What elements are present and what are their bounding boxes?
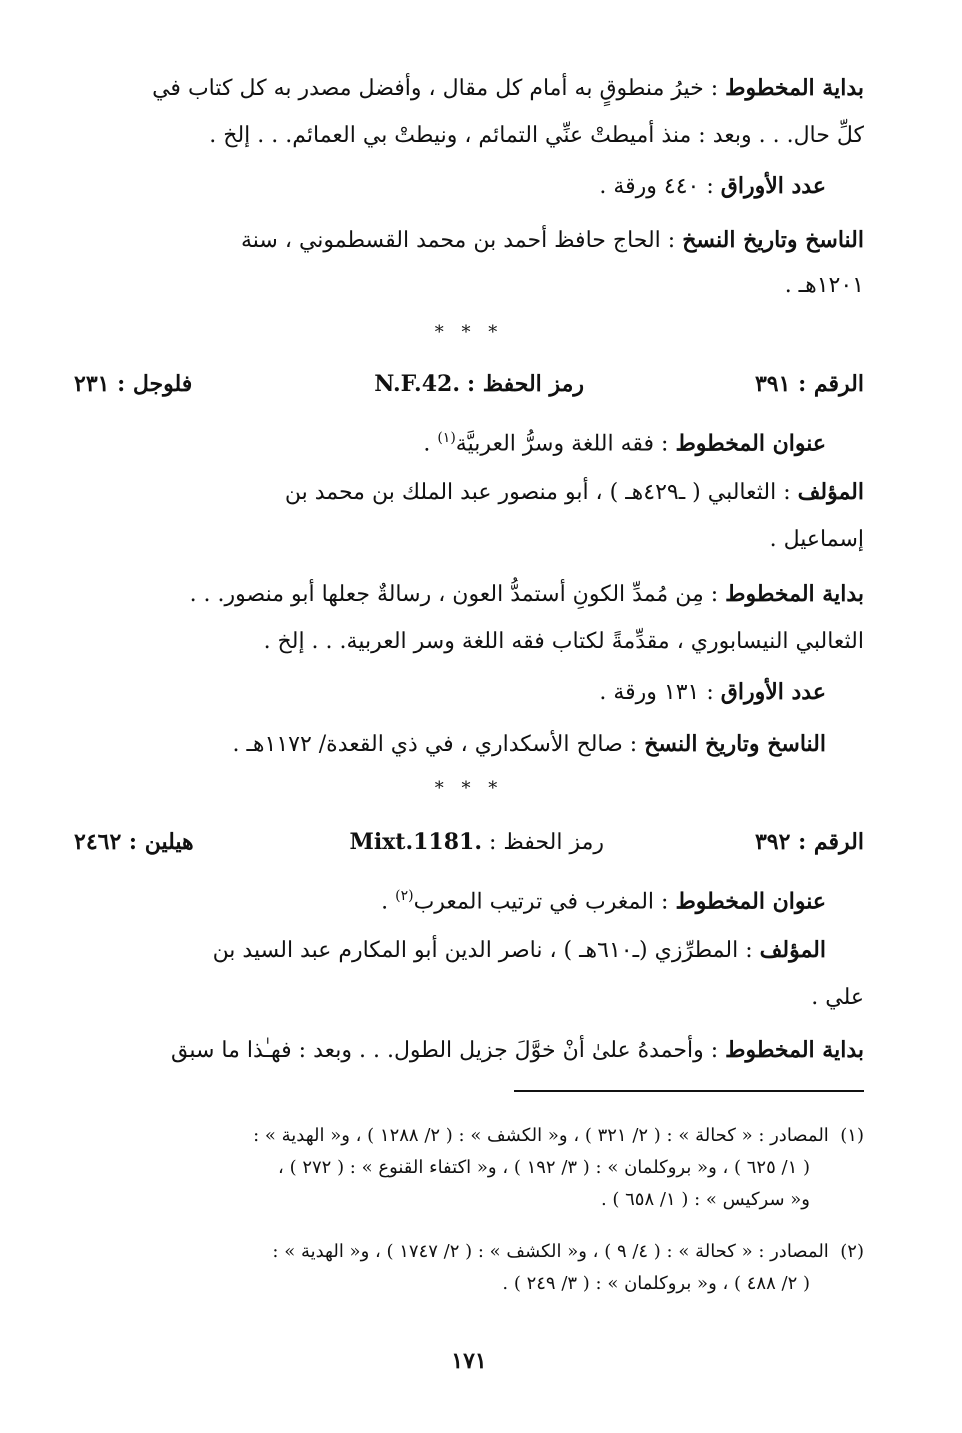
field-text: : الثعالبي ( ـ٤٢٩هـ ) ، أبو منصور عبد الملك بن محمد بن	[284, 480, 791, 505]
manuscript-catalog-page	[74, 0, 864, 1433]
footnote-2-line-2: ( ٢/ ٤٨٨ ) ، و« بروكلمان » : ( ٣/ ٢٤٩ ) .	[502, 1273, 810, 1294]
field-text: : وأحمدهُ علىٰ أنْ خوَّلَ جزيل الطول. . . وبعد : فهـٰذا ما سبق	[171, 1038, 719, 1063]
author-line-2: علي .	[811, 985, 864, 1010]
opening-line-2: كلِّ حال. . . وبعد : منذ أميطتْ عنِّي التمائم ، ونيطتْ بي العمائم. . . إلخ .	[209, 123, 864, 148]
footnote-rule	[514, 1090, 864, 1092]
field-text: : ١٣١ ورقة .	[599, 680, 714, 705]
title-line	[74, 876, 826, 922]
field-text: : خيرُ منطوقٍ به أمام كل مقال ، وأفضل مصدر به كل كتاب في	[152, 76, 719, 101]
field-text: : المغرب في ترتيب المعرب	[413, 889, 669, 915]
title-line	[74, 418, 826, 464]
footnote-2-line-1	[74, 1236, 864, 1268]
field-text: : الحاج حافظ أحمد بن محمد القسطموني ، سنة	[240, 228, 676, 253]
opening-line-1	[74, 574, 864, 615]
shelfmark-label: رمز الحفظ :	[489, 830, 604, 855]
field-label: بداية المخطوط	[725, 1037, 864, 1063]
field-text: : المطرِّزي (ـ٦١٠هـ ) ، ناصر الدين أبو المكارم عبد السيد بن	[212, 938, 753, 963]
field-label: عدد الأوراق	[720, 679, 826, 705]
section-separator: * * *	[434, 778, 504, 799]
shelfmark-value: N.F.42.	[374, 371, 460, 397]
footnote-ref: (١)	[437, 430, 456, 446]
opening-line-1	[74, 68, 864, 109]
footnote-marker: (٢)	[840, 1241, 864, 1262]
field-text: : فقه اللغة وسرُّ العربيَّة	[455, 431, 669, 457]
footnote-text: المصادر : « كحالة » : ( ٢/ ٣٢١ ) ، و« الكشف » : ( ٢/ ١٢٨٨ ) ، و« الهدية » :	[253, 1125, 829, 1146]
footnote-1-line-2: ( ١/ ٦٢٥ ) ، و« بروكلمان » : ( ٣/ ١٩٢ ) ، و« اكتفاء القنوع » : ( ٢٧٢ ) ،	[278, 1157, 810, 1178]
shelfmark-value: Mixt.1181.	[349, 829, 483, 855]
opening-line-1	[74, 1030, 864, 1071]
shelfmark	[374, 364, 584, 405]
field-end: .	[381, 889, 396, 915]
shelfmark	[349, 822, 604, 863]
field-label: الناسخ وتاريخ النسخ	[644, 731, 826, 757]
field-label: بداية المخطوط	[725, 75, 864, 101]
field-text: : صالح الأسكداري ، في ذي القعدة/ ١١٧٢هـ .	[232, 732, 638, 757]
folios-line	[74, 166, 826, 207]
record-header	[74, 822, 864, 862]
record-header	[74, 364, 864, 404]
field-label: عنوان المخطوط	[675, 430, 826, 457]
copyist-line-1	[74, 220, 864, 261]
record-number: الرقم : ٣٩١	[754, 371, 864, 397]
shelfmark-label: رمز الحفظ :	[466, 371, 584, 397]
footnote-1-line-3: و« سركيس » : ( ١/ ٦٥٨ ) .	[600, 1189, 810, 1210]
footnote-marker: (١)	[840, 1125, 864, 1146]
field-end: .	[423, 431, 438, 457]
collection-ref: هيلين : ٢٤٦٢	[74, 829, 194, 855]
page-number: ١٧١	[451, 1348, 487, 1374]
field-label: المؤلف	[797, 479, 864, 505]
field-label: عدد الأوراق	[720, 173, 826, 199]
section-separator: * * *	[434, 322, 504, 343]
author-line-1	[74, 930, 826, 971]
record-number: الرقم : ٣٩٢	[754, 829, 864, 855]
opening-line-2: الثعالبي النيسابوري ، مقدِّمةً لكتاب فقه اللغة وسر العربية. . . إلخ .	[263, 629, 864, 654]
footnote-ref: (٢)	[395, 888, 414, 904]
copyist-line	[74, 724, 826, 765]
author-line-2: إسماعيل .	[769, 527, 864, 552]
folios-line	[74, 672, 826, 713]
copyist-line-2: ١٢٠١هـ .	[784, 273, 864, 298]
author-line-1	[74, 472, 864, 513]
footnote-text: المصادر : « كحالة » : ( ٤/ ٩ ) ، و« الكشف » : ( ٢/ ١٧٤٧ ) ، و« الهدية » :	[272, 1241, 829, 1262]
field-label: بداية المخطوط	[725, 581, 864, 607]
field-label: المؤلف	[759, 937, 826, 963]
field-text: : مِن مُمدِّ الكونِ أستمدُّ العون ، رسالةٌ جعلها أبو منصور. . .	[189, 582, 719, 607]
field-text: : ٤٤٠ ورقة .	[599, 174, 714, 199]
field-label: الناسخ وتاريخ النسخ	[682, 227, 864, 253]
field-label: عنوان المخطوط	[675, 888, 826, 915]
footnote-1-line-1	[74, 1120, 864, 1152]
collection-ref: فلوجل : ٢٣١	[74, 371, 193, 397]
